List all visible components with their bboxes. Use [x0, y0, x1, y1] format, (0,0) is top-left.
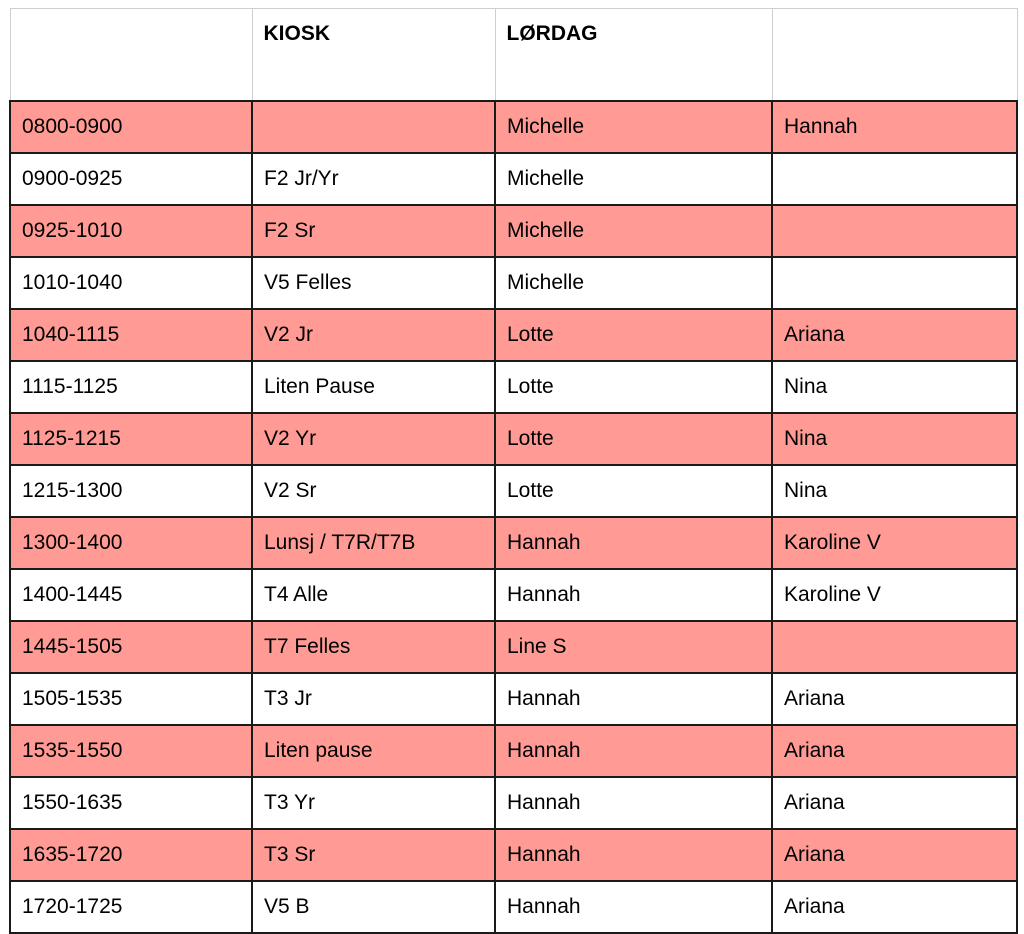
lordag-cell: Lotte [495, 361, 772, 413]
extra-cell [772, 257, 1017, 309]
kiosk-cell: V2 Jr [252, 309, 495, 361]
table-row [10, 777, 1017, 829]
time-cell: 1505-1535 [10, 673, 252, 725]
extra-cell: Nina [772, 413, 1017, 465]
table-row [10, 465, 1017, 517]
time-cell: 1115-1125 [10, 361, 252, 413]
header-row [10, 9, 1017, 102]
extra-cell [772, 621, 1017, 673]
time-cell: 1400-1445 [10, 569, 252, 621]
table-row [10, 517, 1017, 569]
time-cell: 1445-1505 [10, 621, 252, 673]
time-cell: 0925-1010 [10, 205, 252, 257]
extra-cell: Ariana [772, 725, 1017, 777]
kiosk-cell: V2 Yr [252, 413, 495, 465]
time-cell: 1535-1550 [10, 725, 252, 777]
kiosk-cell: V5 B [252, 881, 495, 933]
lordag-cell: Hannah [495, 673, 772, 725]
kiosk-cell: T3 Jr [252, 673, 495, 725]
lordag-cell: Hannah [495, 725, 772, 777]
table-row [10, 725, 1017, 777]
lordag-cell: Michelle [495, 153, 772, 205]
table-row [10, 413, 1017, 465]
extra-cell: Ariana [772, 881, 1017, 933]
lordag-cell: Lotte [495, 413, 772, 465]
time-cell: 0900-0925 [10, 153, 252, 205]
kiosk-cell: Liten pause [252, 725, 495, 777]
table-row [10, 153, 1017, 205]
table-row [10, 361, 1017, 413]
table-row [10, 829, 1017, 881]
extra-cell: Ariana [772, 829, 1017, 881]
table-row [10, 101, 1017, 153]
time-cell: 1125-1215 [10, 413, 252, 465]
kiosk-cell: T4 Alle [252, 569, 495, 621]
kiosk-cell: T7 Felles [252, 621, 495, 673]
lordag-cell: Line S [495, 621, 772, 673]
time-cell: 1300-1400 [10, 517, 252, 569]
time-cell: 1720-1725 [10, 881, 252, 933]
lordag-cell: Hannah [495, 881, 772, 933]
kiosk-cell: F2 Sr [252, 205, 495, 257]
extra-cell: Nina [772, 465, 1017, 517]
time-cell: 1215-1300 [10, 465, 252, 517]
table-row [10, 621, 1017, 673]
extra-cell [772, 205, 1017, 257]
schedule-table [9, 8, 1018, 934]
lordag-cell: Lotte [495, 465, 772, 517]
header-cell-kiosk: KIOSK [252, 9, 495, 102]
kiosk-cell [252, 101, 495, 153]
lordag-cell: Hannah [495, 829, 772, 881]
time-cell: 0800-0900 [10, 101, 252, 153]
table-row [10, 673, 1017, 725]
time-cell: 1040-1115 [10, 309, 252, 361]
kiosk-cell: V5 Felles [252, 257, 495, 309]
table-row [10, 309, 1017, 361]
lordag-cell: Michelle [495, 205, 772, 257]
time-cell: 1635-1720 [10, 829, 252, 881]
header-cell-extra [772, 9, 1017, 102]
kiosk-cell: T3 Sr [252, 829, 495, 881]
extra-cell [772, 153, 1017, 205]
lordag-cell: Michelle [495, 101, 772, 153]
kiosk-cell: F2 Jr/Yr [252, 153, 495, 205]
kiosk-cell: T3 Yr [252, 777, 495, 829]
lordag-cell: Lotte [495, 309, 772, 361]
table-row [10, 205, 1017, 257]
time-cell: 1550-1635 [10, 777, 252, 829]
extra-cell: Hannah [772, 101, 1017, 153]
table-row [10, 881, 1017, 933]
extra-cell: Ariana [772, 777, 1017, 829]
lordag-cell: Hannah [495, 777, 772, 829]
lordag-cell: Hannah [495, 517, 772, 569]
time-cell: 1010-1040 [10, 257, 252, 309]
extra-cell: Karoline V [772, 569, 1017, 621]
extra-cell: Karoline V [772, 517, 1017, 569]
lordag-cell: Michelle [495, 257, 772, 309]
lordag-cell: Hannah [495, 569, 772, 621]
table-row [10, 257, 1017, 309]
extra-cell: Nina [772, 361, 1017, 413]
header-cell-time [10, 9, 252, 102]
kiosk-cell: V2 Sr [252, 465, 495, 517]
kiosk-cell: Lunsj / T7R/T7B [252, 517, 495, 569]
kiosk-cell: Liten Pause [252, 361, 495, 413]
extra-cell: Ariana [772, 309, 1017, 361]
header-cell-lordag: LØRDAG [495, 9, 772, 102]
extra-cell: Ariana [772, 673, 1017, 725]
schedule-body [10, 9, 1017, 934]
table-row [10, 569, 1017, 621]
